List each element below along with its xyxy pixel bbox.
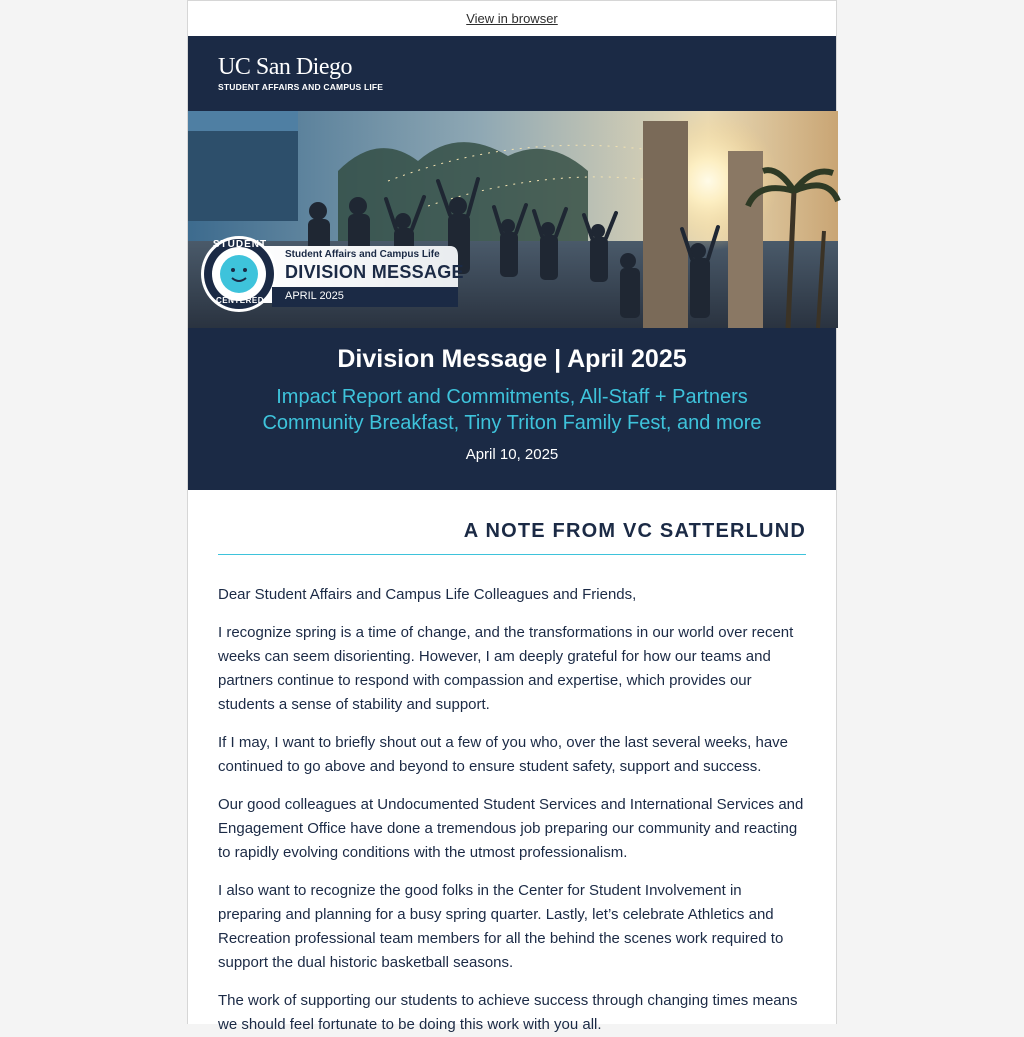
paragraph: If I may, I want to briefly shout out a few of you who, over the last several weeks, have continued to go above and beyond to ensure student safety, support and success.	[218, 734, 788, 775]
page-title: Division Message | April 2025	[337, 345, 687, 373]
hero-image	[188, 111, 836, 328]
view-in-browser-link[interactable]: View in browser	[466, 11, 558, 26]
paragraph: The work of supporting our students to achieve success through changing times means we should feel fortunate to be doing this work with you all.	[218, 992, 798, 1033]
section-heading: A NOTE FROM VC SATTERLUND	[218, 518, 806, 555]
email-container	[187, 0, 837, 1033]
brand-header	[188, 36, 836, 111]
badge-ring-top: STUDENT	[212, 239, 268, 250]
paragraph: I recognize spring is a time of change, and the transformations in our world over recent weeks can seem disorienting. However, I am deeply grateful for how our teams and partners continue to respond with compassion and expertise, which provides our students a sense of stability and support.	[218, 624, 794, 713]
banner-org: Student Affairs and Campus Life	[285, 249, 440, 260]
banner-title: DIVISION MESSAGE	[285, 262, 464, 282]
logo-title: UC San Diego	[218, 54, 352, 80]
ucsd-logo[interactable]	[218, 54, 383, 92]
headline-block	[188, 328, 836, 490]
paragraph-greeting: Dear Student Affairs and Campus Life Colleagues and Friends,	[218, 586, 637, 603]
paragraph: Our good colleagues at Undocumented Student Services and International Services and Engagement Office have done a tremendous job preparing our community and reacting to rapidly evolving conditions with the utmost professionalism.	[218, 796, 804, 861]
logo-subtitle: STUDENT AFFAIRS AND CAMPUS LIFE	[218, 82, 384, 92]
paragraph: I also want to recognize the good folks in the Center for Student Involvement in preparing and planning for a busy spring quarter. Lastly, let’s celebrate Athletics and Recreation professional team members for all the behind the scenes work required to support the dual historic basketball seasons.	[218, 882, 784, 971]
view-in-browser-bar	[188, 0, 836, 36]
publish-date: April 10, 2025	[465, 446, 559, 463]
page-subtitle: Impact Report and Commitments, All-Staff + Partners Community Breakfast, Tiny Triton Family Fest, and more	[262, 386, 762, 434]
message-content	[188, 490, 836, 1037]
banner-date: APRIL 2025	[285, 290, 344, 302]
badge-ring-bottom: CENTERED	[215, 296, 264, 305]
